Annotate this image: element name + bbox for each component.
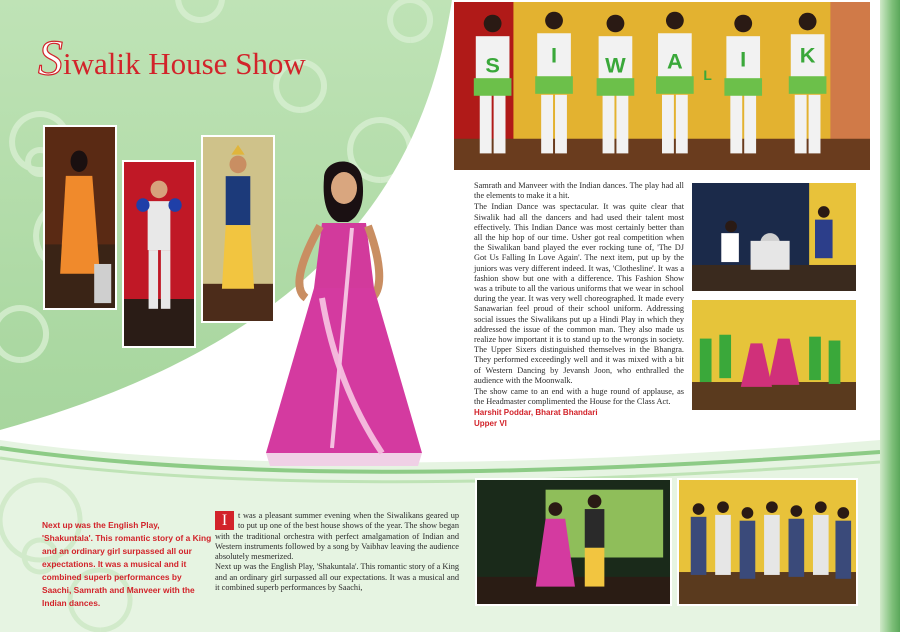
photo-girl-pink-dress: [262, 148, 426, 468]
page-title: [38, 29, 378, 85]
banner-letter: L: [703, 68, 712, 84]
article-column: [474, 181, 684, 429]
photo-group-students: [677, 478, 858, 606]
photo-boxer: [122, 160, 196, 348]
photo-shakuntala-scene: [475, 478, 672, 606]
banner-letter: S: [485, 52, 500, 78]
photo-siwalik-banner-dancers: [452, 0, 872, 172]
right-page-edge: [880, 0, 900, 632]
photo-orange-costume: [43, 125, 117, 310]
banner-letter: K: [799, 42, 816, 68]
paragraph: Samrath and Manveer with the Indian dances. The play had all the elements to make it a hit.: [474, 181, 684, 201]
title-initial: S: [38, 29, 63, 85]
photo-indian-dance: [690, 298, 858, 412]
banner-letter: I: [740, 46, 747, 72]
banner-letter: I: [551, 42, 558, 68]
drop-cap: I: [215, 511, 234, 530]
paragraph: The show came to an end with a huge round of applause, as the Headmaster complimented the House for the Class Act.: [474, 387, 684, 407]
pull-quote: Next up was the English Play, 'Shakuntala'. This romantic story of a King and an ordinary girl surpassed all our expectations. It was a musical and it combined superb performances by Saachi, Samrath and Manveer with the Indian dances.: [42, 520, 212, 608]
paragraph: Next up was the English Play, 'Shakuntala'. This romantic story of a King and an ordinary girl surpassed all our expectations. It was a musical and it combined superb performances by Saachi,: [215, 562, 459, 593]
banner-letter: A: [667, 48, 683, 74]
author-class: Upper VI: [474, 418, 507, 428]
paragraph: t was a pleasant summer evening when the Siwalikans geared up to put up one of the best house shows of the year. The show began with the traditional orchestra with perfect amalgamation of Indian and Western instruments followed by a song by Vaibhav leaving the audience absolutely mesmerized.: [215, 511, 459, 562]
paragraph: The Indian Dance was spectacular. It was quite clear that Siwalik had all the dancers and had used their talent most effectively. This Indian Dance was most certainly better than all the hip hop of our time. Usher got real competition when the Siwalikan band played the ever rocking tune of, 'The DJ Got Us Falling In Love Again'. The next item, put up by the juniors was very different indeed. It was, 'Clothesline'. It was a fashion show but one with a difference. This Fashion Show was a tribute to all the various uniforms that we wear in school during the year. It was very well choreographed. It made every Sanawarian feel proud of their school uniform. Addressing social issues the Siwalikans put up a Hindi Play in which they addressed the issue of the common man. They also made us realize how important it is to stand up to the wrongs in society. The Upper Sixers distinguished themselves in the Bhangra. They performed exceedingly well and it was mixed with a bit of Western Dancing by Jevansh Joon, who enthralled the audience with the Moonwalk.: [474, 202, 684, 385]
photo-clothesline-scene: [690, 181, 858, 293]
banner-letter: W: [605, 52, 626, 78]
title-rest: iwalik House Show: [63, 46, 306, 81]
article-intro: [215, 511, 459, 593]
author-names: Harshit Poddar, Bharat Bhandari: [474, 408, 598, 418]
